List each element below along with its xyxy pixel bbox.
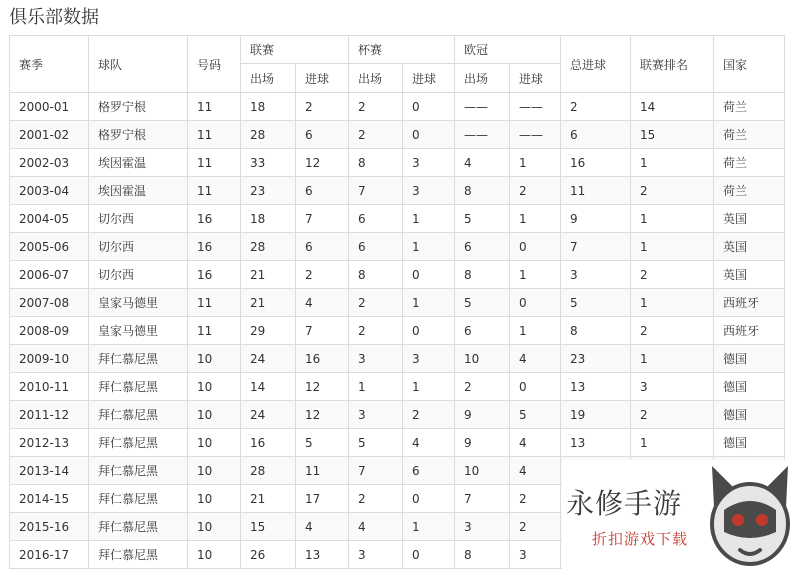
cell-number: 10	[188, 513, 241, 541]
cell-cup-apps: 2	[349, 485, 403, 513]
cell-europe-goals: 1	[510, 261, 561, 289]
cell-league-apps: 28	[241, 233, 296, 261]
header-cup-apps: 出场	[349, 64, 403, 93]
cell-total-goals: 6	[561, 121, 631, 149]
cell-team: 切尔西	[89, 261, 188, 289]
table-row	[10, 121, 785, 149]
cell-team: 切尔西	[89, 205, 188, 233]
table-row	[10, 233, 785, 261]
cell-number: 16	[188, 261, 241, 289]
cell-number: 10	[188, 457, 241, 485]
cell-season: 2010-11	[10, 373, 89, 401]
cell-cup-apps: 4	[349, 513, 403, 541]
cell-number: 10	[188, 485, 241, 513]
cell-league-rank: 1	[631, 233, 714, 261]
header-team: 球队	[89, 36, 188, 93]
cell-league-goals: 12	[296, 373, 349, 401]
cell-europe-apps: 2	[455, 373, 510, 401]
cell-season: 2008-09	[10, 317, 89, 345]
cell-season: 2001-02	[10, 121, 89, 149]
cell-total-goals: 16	[561, 149, 631, 177]
cell-team: 拜仁慕尼黑	[89, 401, 188, 429]
cell-season: 2005-06	[10, 233, 89, 261]
cell-total-goals: 19	[561, 401, 631, 429]
cell-league-goals: 2	[296, 261, 349, 289]
cell-cup-goals: 1	[403, 233, 455, 261]
cell-league-apps: 21	[241, 261, 296, 289]
cell-europe-apps: 10	[455, 457, 510, 485]
header-cup: 杯赛	[349, 36, 455, 64]
cell-season: 2013-14	[10, 457, 89, 485]
table-row	[10, 205, 785, 233]
header-league-apps: 出场	[241, 64, 296, 93]
cell-total-goals: 11	[561, 177, 631, 205]
cell-europe-apps: 8	[455, 541, 510, 569]
cell-number: 10	[188, 429, 241, 457]
cell-total-goals: 8	[561, 317, 631, 345]
cell-league-apps: 16	[241, 429, 296, 457]
cell-europe-apps: 8	[455, 261, 510, 289]
table-row	[10, 149, 785, 177]
cell-league-apps: 28	[241, 457, 296, 485]
cell-cup-goals: 0	[403, 121, 455, 149]
cell-cup-apps: 6	[349, 205, 403, 233]
cell-cup-apps: 3	[349, 345, 403, 373]
cell-league-rank: 1	[631, 289, 714, 317]
cell-cup-goals: 3	[403, 149, 455, 177]
cell-number: 10	[188, 401, 241, 429]
cell-team: 格罗宁根	[89, 93, 188, 121]
cell-europe-goals: 5	[510, 401, 561, 429]
cell-country: 西班牙	[714, 289, 785, 317]
cell-league-goals: 12	[296, 149, 349, 177]
cell-league-apps: 18	[241, 93, 296, 121]
cell-europe-apps: 9	[455, 401, 510, 429]
cell-league-goals: 17	[296, 485, 349, 513]
cell-cup-goals: 0	[403, 261, 455, 289]
cell-cup-apps: 2	[349, 289, 403, 317]
cell-season: 2016-17	[10, 541, 89, 569]
cell-cup-apps: 7	[349, 177, 403, 205]
cell-cup-goals: 1	[403, 289, 455, 317]
table-row	[10, 401, 785, 429]
cell-season: 2007-08	[10, 289, 89, 317]
cell-europe-goals: 1	[510, 205, 561, 233]
cell-europe-goals: 4	[510, 429, 561, 457]
header-row-top	[10, 36, 785, 64]
header-cup-goals: 进球	[403, 64, 455, 93]
cell-league-rank: 1	[631, 205, 714, 233]
cell-total-goals: 3	[561, 261, 631, 289]
cell-country: 荷兰	[714, 121, 785, 149]
header-europe-apps: 出场	[455, 64, 510, 93]
cell-league-goals: 13	[296, 541, 349, 569]
cell-europe-apps: 9	[455, 429, 510, 457]
cell-league-rank: 15	[631, 121, 714, 149]
cell-league-apps: 21	[241, 485, 296, 513]
cell-europe-apps: 3	[455, 513, 510, 541]
cell-number: 16	[188, 205, 241, 233]
cell-europe-apps: 5	[455, 289, 510, 317]
cell-team: 拜仁慕尼黑	[89, 429, 188, 457]
cell-total-goals: 2	[561, 93, 631, 121]
cell-league-rank: 1	[631, 345, 714, 373]
cell-season: 2006-07	[10, 261, 89, 289]
cell-team: 皇家马德里	[89, 317, 188, 345]
page-title: 俱乐部数据	[9, 7, 99, 28]
cell-league-apps: 14	[241, 373, 296, 401]
cell-season: 2004-05	[10, 205, 89, 233]
cell-team: 拜仁慕尼黑	[89, 541, 188, 569]
cell-cup-goals: 3	[403, 345, 455, 373]
cell-team: 拜仁慕尼黑	[89, 457, 188, 485]
cell-europe-goals: 1	[510, 149, 561, 177]
cell-team: 拜仁慕尼黑	[89, 373, 188, 401]
cell-league-rank: 2	[631, 177, 714, 205]
cell-cup-goals: 0	[403, 541, 455, 569]
cell-league-apps: 15	[241, 513, 296, 541]
cell-cup-apps: 5	[349, 429, 403, 457]
cell-cup-apps: 2	[349, 317, 403, 345]
cell-league-apps: 33	[241, 149, 296, 177]
cell-number: 11	[188, 93, 241, 121]
cell-country: 英国	[714, 233, 785, 261]
cell-season: 2012-13	[10, 429, 89, 457]
table-row	[10, 345, 785, 373]
cell-number: 11	[188, 121, 241, 149]
cell-europe-goals: 2	[510, 513, 561, 541]
cell-season: 2000-01	[10, 93, 89, 121]
header-country: 国家	[714, 36, 785, 93]
cell-country: 英国	[714, 261, 785, 289]
cell-season: 2014-15	[10, 485, 89, 513]
cell-europe-apps: 6	[455, 233, 510, 261]
cell-league-goals: 11	[296, 457, 349, 485]
cell-number: 11	[188, 317, 241, 345]
cell-europe-apps: 4	[455, 149, 510, 177]
table-row	[10, 373, 785, 401]
table-row	[10, 317, 785, 345]
cell-league-goals: 2	[296, 93, 349, 121]
watermark-brand: 永修手游	[566, 487, 683, 520]
cell-europe-goals: ——	[510, 121, 561, 149]
table-row	[10, 289, 785, 317]
table-row	[10, 429, 785, 457]
watermark	[562, 460, 797, 575]
header-league-goals: 进球	[296, 64, 349, 93]
mascot-icon	[704, 462, 796, 572]
cell-country: 德国	[714, 373, 785, 401]
cell-country: 荷兰	[714, 177, 785, 205]
cell-europe-goals: 3	[510, 541, 561, 569]
cell-europe-goals: 0	[510, 289, 561, 317]
cell-season: 2003-04	[10, 177, 89, 205]
cell-league-apps: 29	[241, 317, 296, 345]
cell-europe-goals: 2	[510, 485, 561, 513]
table-row	[10, 177, 785, 205]
cell-league-apps: 23	[241, 177, 296, 205]
cell-number: 16	[188, 233, 241, 261]
cell-country: 西班牙	[714, 317, 785, 345]
cell-league-apps: 21	[241, 289, 296, 317]
header-europe-goals: 进球	[510, 64, 561, 93]
cell-cup-apps: 1	[349, 373, 403, 401]
header-total-goals: 总进球	[561, 36, 631, 93]
cell-league-rank: 1	[631, 429, 714, 457]
cell-europe-goals: 0	[510, 233, 561, 261]
cell-cup-apps: 8	[349, 149, 403, 177]
cell-team: 皇家马德里	[89, 289, 188, 317]
cell-cup-goals: 3	[403, 177, 455, 205]
cell-number: 10	[188, 373, 241, 401]
table-row	[10, 261, 785, 289]
cell-league-goals: 6	[296, 177, 349, 205]
cell-league-goals: 7	[296, 317, 349, 345]
cell-country: 德国	[714, 345, 785, 373]
cell-cup-apps: 8	[349, 261, 403, 289]
cell-cup-goals: 2	[403, 401, 455, 429]
cell-league-apps: 24	[241, 401, 296, 429]
header-europe: 欧冠	[455, 36, 561, 64]
cell-europe-goals: 4	[510, 345, 561, 373]
cell-country: 英国	[714, 205, 785, 233]
cell-cup-goals: 0	[403, 317, 455, 345]
header-league-rank: 联赛排名	[631, 36, 714, 93]
table-row	[10, 93, 785, 121]
cell-europe-apps: 8	[455, 177, 510, 205]
cell-league-rank: 2	[631, 317, 714, 345]
cell-league-rank: 2	[631, 401, 714, 429]
header-season: 赛季	[10, 36, 89, 93]
cell-team: 格罗宁根	[89, 121, 188, 149]
cell-league-goals: 4	[296, 289, 349, 317]
cell-cup-goals: 1	[403, 513, 455, 541]
cell-number: 10	[188, 541, 241, 569]
cell-league-goals: 16	[296, 345, 349, 373]
cell-europe-goals: 0	[510, 373, 561, 401]
cell-total-goals: 13	[561, 429, 631, 457]
cell-league-goals: 5	[296, 429, 349, 457]
cell-europe-goals: 1	[510, 317, 561, 345]
cell-team: 埃因霍温	[89, 149, 188, 177]
cell-league-goals: 12	[296, 401, 349, 429]
cell-league-rank: 14	[631, 93, 714, 121]
cell-league-apps: 18	[241, 205, 296, 233]
cell-europe-apps: ——	[455, 93, 510, 121]
cell-season: 2011-12	[10, 401, 89, 429]
cell-cup-goals: 0	[403, 93, 455, 121]
cell-europe-apps: 5	[455, 205, 510, 233]
cell-total-goals: 7	[561, 233, 631, 261]
cell-europe-apps: 6	[455, 317, 510, 345]
cell-total-goals: 5	[561, 289, 631, 317]
cell-number: 11	[188, 289, 241, 317]
cell-league-apps: 26	[241, 541, 296, 569]
cell-europe-goals: 4	[510, 457, 561, 485]
cell-season: 2002-03	[10, 149, 89, 177]
cell-league-apps: 24	[241, 345, 296, 373]
cell-team: 切尔西	[89, 233, 188, 261]
cell-cup-apps: 2	[349, 121, 403, 149]
header-league: 联赛	[241, 36, 349, 64]
cell-country: 德国	[714, 429, 785, 457]
cell-league-goals: 6	[296, 121, 349, 149]
cell-europe-apps: 7	[455, 485, 510, 513]
header-number: 号码	[188, 36, 241, 93]
cell-team: 拜仁慕尼黑	[89, 485, 188, 513]
cell-cup-goals: 6	[403, 457, 455, 485]
cell-league-rank: 2	[631, 261, 714, 289]
cell-cup-goals: 1	[403, 373, 455, 401]
cell-cup-goals: 4	[403, 429, 455, 457]
cell-league-rank: 3	[631, 373, 714, 401]
cell-league-apps: 28	[241, 121, 296, 149]
cell-cup-apps: 3	[349, 541, 403, 569]
cell-country: 德国	[714, 401, 785, 429]
cell-europe-apps: ——	[455, 121, 510, 149]
cell-cup-apps: 3	[349, 401, 403, 429]
cell-league-goals: 7	[296, 205, 349, 233]
cell-country: 荷兰	[714, 93, 785, 121]
cell-league-goals: 4	[296, 513, 349, 541]
cell-number: 10	[188, 345, 241, 373]
cell-team: 埃因霍温	[89, 177, 188, 205]
cell-season: 2015-16	[10, 513, 89, 541]
cell-team: 拜仁慕尼黑	[89, 513, 188, 541]
cell-number: 11	[188, 177, 241, 205]
cell-total-goals: 13	[561, 373, 631, 401]
cell-league-rank: 1	[631, 149, 714, 177]
cell-europe-apps: 10	[455, 345, 510, 373]
watermark-tagline: 折扣游戏下载	[592, 530, 689, 548]
cell-cup-apps: 2	[349, 93, 403, 121]
cell-total-goals: 23	[561, 345, 631, 373]
cell-total-goals: 9	[561, 205, 631, 233]
cell-country: 荷兰	[714, 149, 785, 177]
cell-season: 2009-10	[10, 345, 89, 373]
cell-cup-goals: 1	[403, 205, 455, 233]
cell-number: 11	[188, 149, 241, 177]
cell-league-goals: 6	[296, 233, 349, 261]
cell-cup-apps: 7	[349, 457, 403, 485]
cell-cup-apps: 6	[349, 233, 403, 261]
cell-europe-goals: ——	[510, 93, 561, 121]
cell-europe-goals: 2	[510, 177, 561, 205]
cell-team: 拜仁慕尼黑	[89, 345, 188, 373]
cell-cup-goals: 0	[403, 485, 455, 513]
